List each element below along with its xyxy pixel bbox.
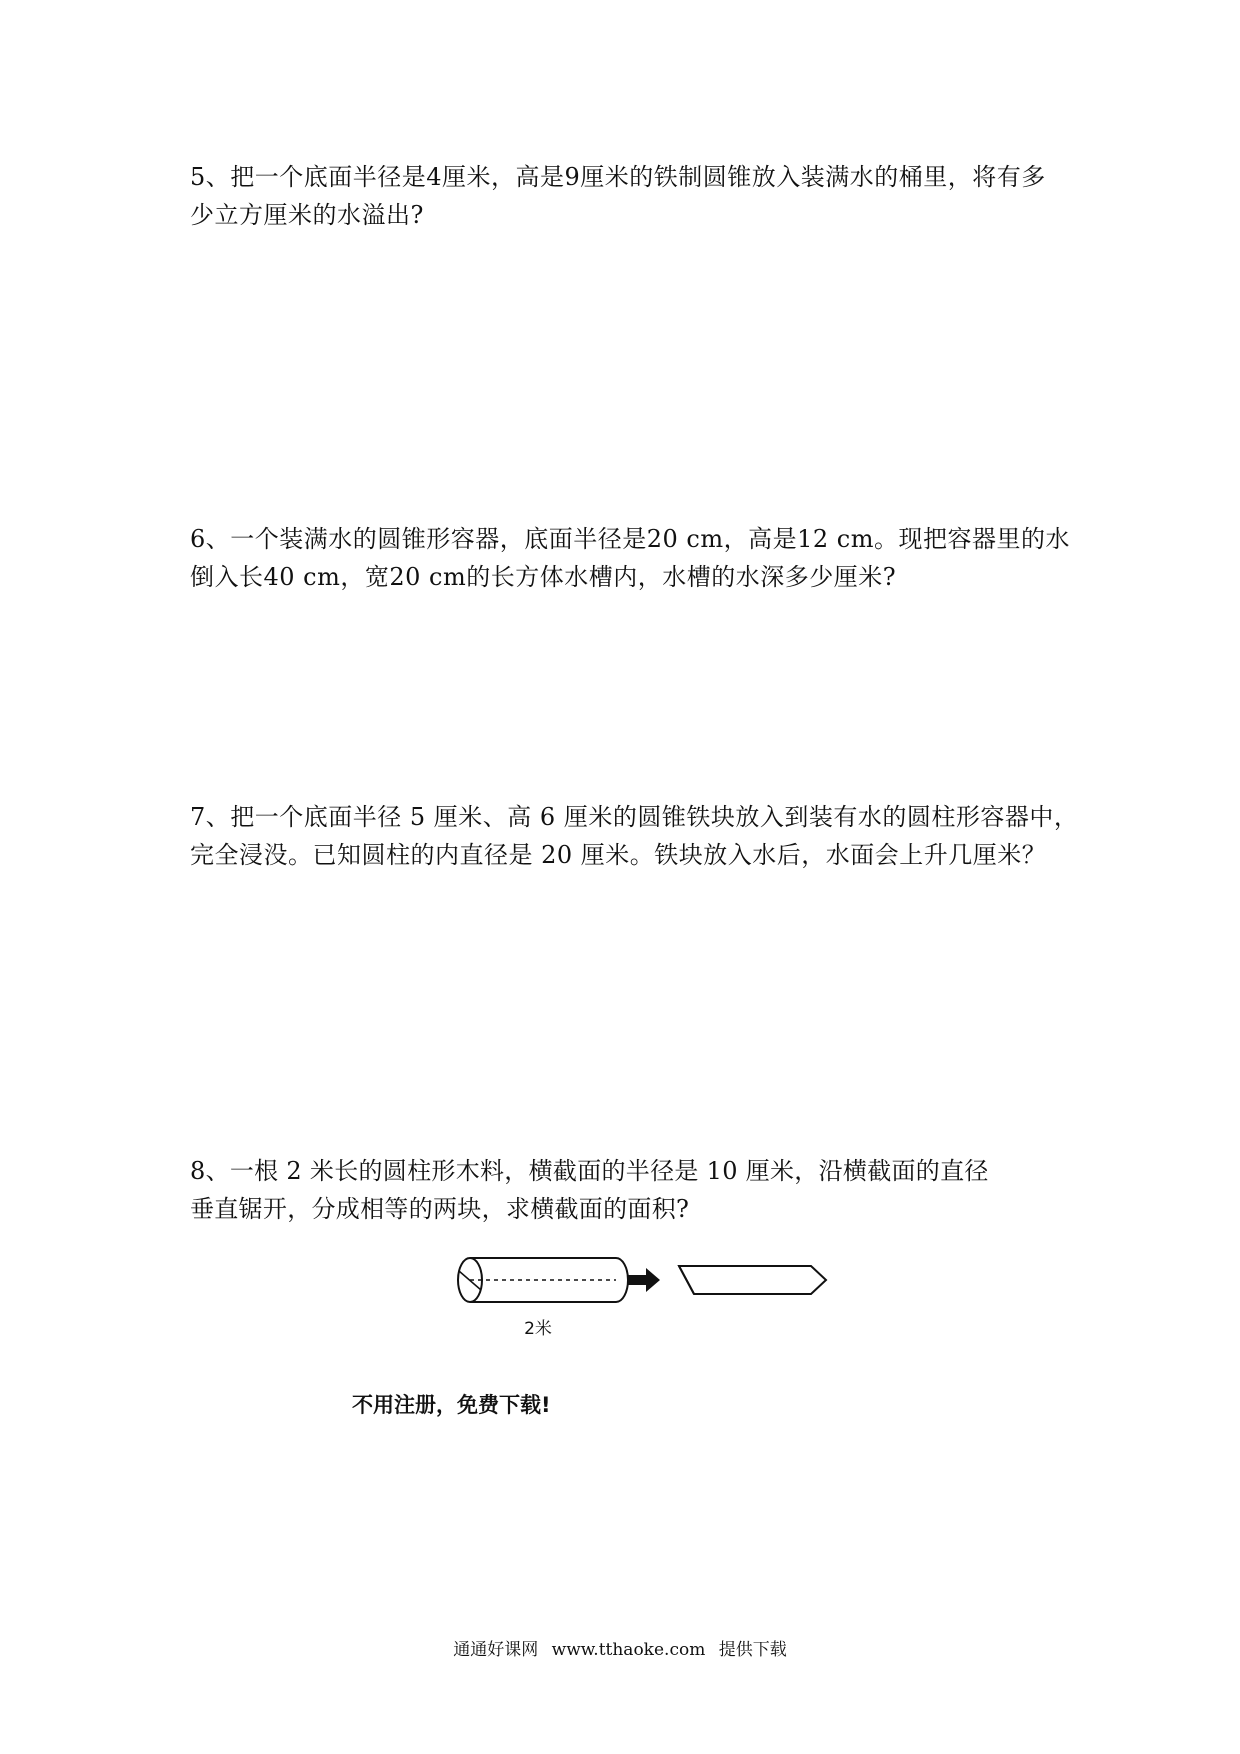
cylinder-cut-figure xyxy=(450,1250,860,1340)
question-7-line-1: 7、把一个底面半径 5 厘米、高 6 厘米的圆锥铁块放入到装有水的圆柱形容器中， xyxy=(190,803,1079,831)
question-8-line-1: 8、一根 2 米长的圆柱形木料，横截面的半径是 10 厘米，沿横截面的直径 xyxy=(190,1157,989,1185)
question-8-line-2: 垂直锯开，分成相等的两块，求横截面的面积? xyxy=(190,1195,690,1223)
length-label: 2米 xyxy=(524,1319,552,1339)
page-footer xyxy=(0,1638,1240,1662)
right-arrow-icon xyxy=(628,1268,660,1292)
question-5-line-1: 5、把一个底面半径是4厘米，高是9厘米的铁制圆锥放入装满水的桶里，将有多 xyxy=(190,163,1046,191)
free-download-note: 不用注册，免费下载! xyxy=(352,1393,551,1417)
question-8 xyxy=(190,1152,989,1228)
footer-suffix: 提供下载 xyxy=(718,1640,787,1660)
question-7 xyxy=(190,798,1078,874)
question-5-line-2: 少立方厘米的水溢出? xyxy=(190,201,424,229)
footer-site-name: 通通好课网 xyxy=(453,1640,539,1660)
question-6 xyxy=(190,520,1070,596)
question-7-line-2: 完全浸没。已知圆柱的内直径是 20 厘米。铁块放入水后，水面会上升几厘米？ xyxy=(190,841,1047,869)
cylinder-cut-diagram xyxy=(450,1250,860,1340)
cylinder-shape xyxy=(458,1258,628,1302)
question-6-line-2: 倒入长40 cm，宽20 cm的长方体水槽内，水槽的水深多少厘米? xyxy=(190,563,897,591)
footer-url: www.tthaoke.com xyxy=(551,1640,706,1660)
question-6-line-1: 6、一个装满水的圆锥形容器，底面半径是20 cm，高是12 cm。现把容器里的水 xyxy=(190,525,1071,553)
half-cylinder-shape xyxy=(679,1266,826,1294)
question-5 xyxy=(190,158,1046,234)
